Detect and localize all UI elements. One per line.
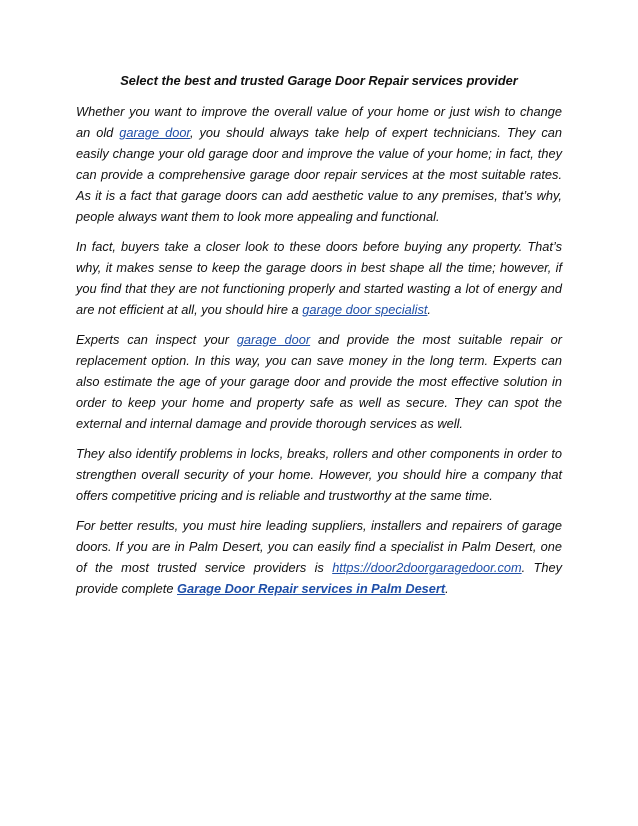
garage-door-specialist-link[interactable]: garage door specialist: [302, 302, 428, 317]
garage-door-repair-palm-desert-link[interactable]: Garage Door Repair services in Palm Desert: [177, 581, 446, 596]
paragraph-text: and provide the most suitable repair or replacement option. In this way, you can save money in the long term. Experts can also estimate the age of your garage door and provide the most effective solution in order to keep your home and property safe as well as secure. They can spot the external and internal damage and provide thorough services as well.: [76, 332, 563, 431]
paragraph-4: [76, 443, 562, 506]
website-url-link[interactable]: https://door2doorgaragedoor.com: [332, 560, 522, 575]
paragraph-1: [76, 101, 562, 227]
document-title: Select the best and trusted Garage Door Repair services provider: [120, 73, 518, 88]
paragraph-text: .: [427, 302, 431, 317]
paragraph-text: .: [445, 581, 449, 596]
paragraph-text: . They provide complete: [76, 560, 563, 596]
paragraph-text: They also identify problems in locks, breaks, rollers and other components in order to strengthen overall security of your home. However, you should hire a company that offers competitive pricing and is reliable and trustworthy at the same time.: [76, 446, 562, 503]
document-page: [76, 70, 562, 608]
garage-door-link[interactable]: garage door: [119, 125, 190, 140]
paragraph-text: For better results, you must hire leading suppliers, installers and repairers of garage doors. If you are in Palm Desert, you can easily find a specialist in Palm Desert, one of the most trusted service providers is: [76, 518, 562, 575]
paragraph-text: Whether you want to improve the overall value of your home or just wish to change an old: [76, 104, 562, 140]
paragraph-3: [76, 329, 562, 434]
garage-door-link[interactable]: garage door: [236, 332, 311, 347]
paragraph-text: Experts can inspect your: [76, 332, 237, 347]
paragraph-text: , you should always take help of expert technicians. They can easily change your old garage door and improve the value of your home; in fact, they can provide a comprehensive garage door repair services at the most suitable rates. As it is a fact that garage doors can add aesthetic value to any premises, that’s why, people always want them to look more appealing and functional.: [76, 125, 562, 224]
paragraph-text: In fact, buyers take a closer look to these doors before buying any property. That’s why, it makes sense to keep the garage doors in best shape all the time; however, if you find that they are not functioning properly and started wasting a lot of energy and are not efficient at all, you should hire a: [76, 239, 562, 317]
paragraph-2: [76, 236, 562, 320]
paragraph-5: [76, 515, 562, 599]
